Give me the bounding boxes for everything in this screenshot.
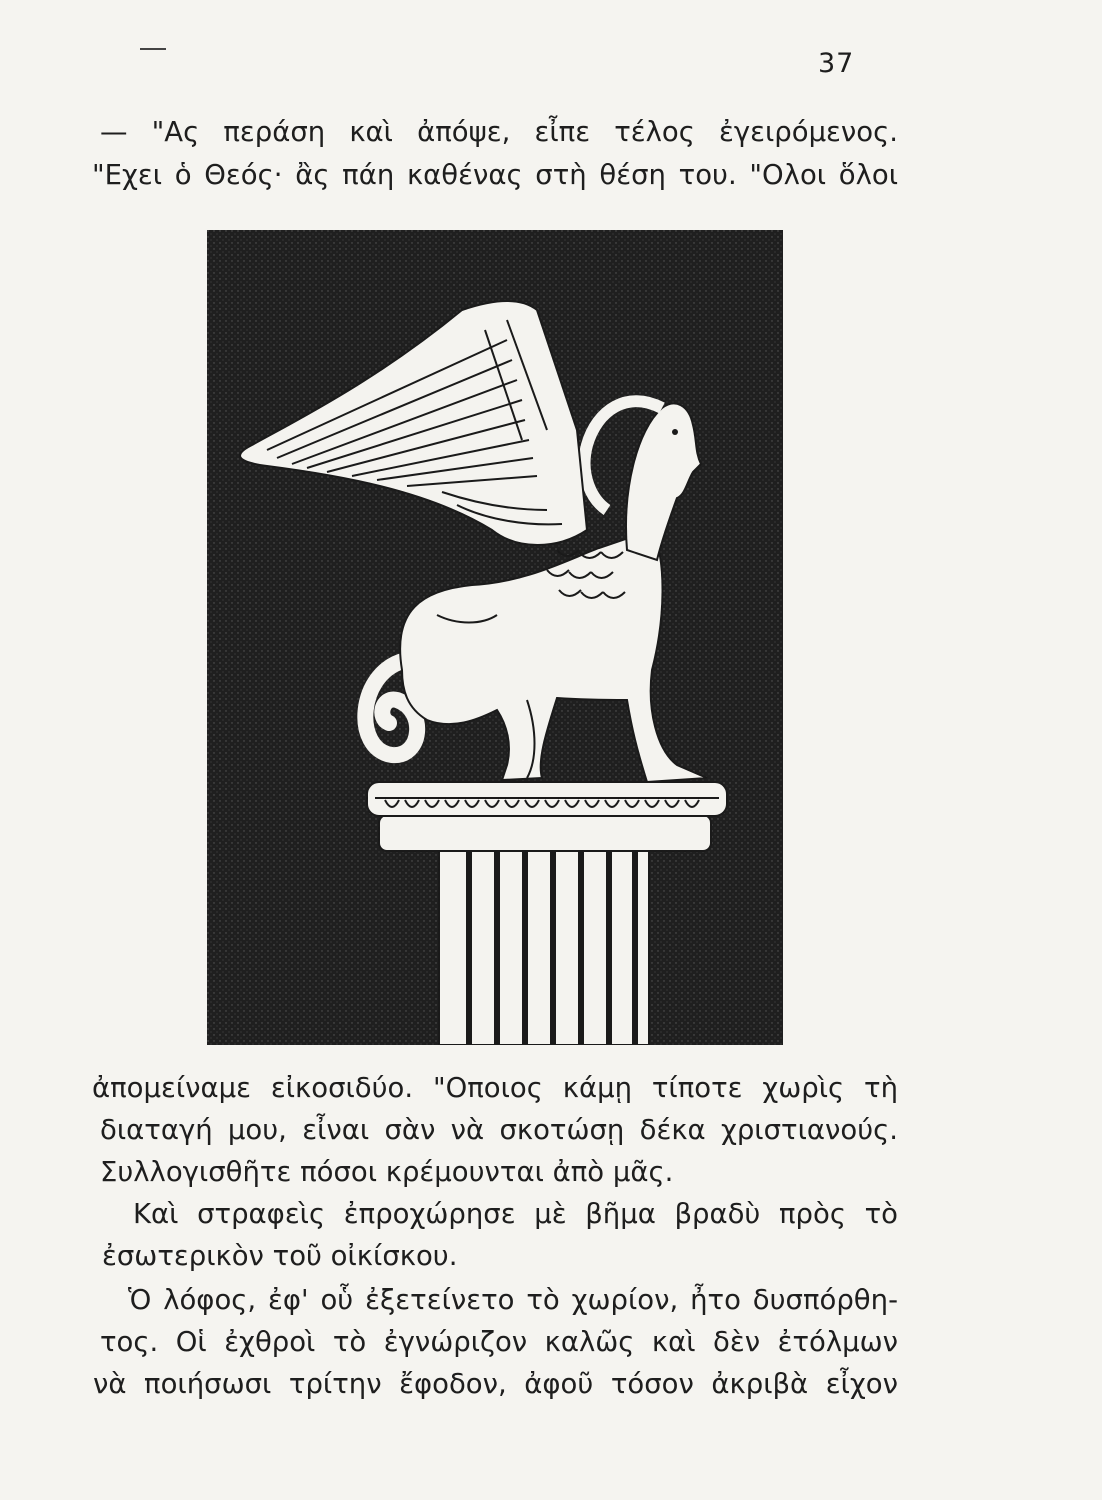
print-mark xyxy=(140,48,166,50)
text-line: — "Ας περάση καὶ ἀπόψε, εἶπε τέλος ἐγειρόμενος. xyxy=(100,116,898,148)
sphinx-eye xyxy=(672,429,678,435)
column-shaft xyxy=(439,850,649,1045)
sphinx-illustration xyxy=(207,230,783,1045)
page-number: 37 xyxy=(818,48,855,79)
sphinx-drawing xyxy=(207,230,783,1045)
text-line: ἐσωτερικὸν τοῦ οἰκίσκου. xyxy=(102,1240,458,1272)
text-line: διαταγή μου, εἶναι σὰν νὰ σκοτώσῃ δέκα χριστιανούς. xyxy=(100,1114,898,1146)
text-line: τος. Οἱ ἐχθροὶ τὸ ἐγνώριζον καλῶς καὶ δὲν ἐτόλμων xyxy=(100,1326,898,1358)
text-line: "Εχει ὁ Θεός· ἂς πάη καθένας στὴ θέση του. "Ολοι ὅλοι xyxy=(92,159,898,191)
text-line: Ὁ λόφος, ἐφ' οὗ ἐξετείνετο τὸ χωρίον, ἦτο δυσπόρθη- xyxy=(128,1284,898,1316)
text-line: Καὶ στραφεὶς ἐπροχώρησε μὲ βῆμα βραδὺ πρὸς τὸ xyxy=(133,1198,898,1230)
text-line: νὰ ποιήσωσι τρίτην ἔφοδον, ἀφοῦ τόσον ἀκριβὰ εἶχον xyxy=(93,1368,898,1400)
column-capital xyxy=(367,782,727,851)
text-line: Συλλογισθῆτε πόσοι κρέμουνται ἀπὸ μᾶς. xyxy=(100,1156,674,1188)
text-line: ἀπομείναμε εἰκοσιδύο. "Οποιος κάμῃ τίποτε χωρὶς τὴ xyxy=(92,1072,898,1104)
